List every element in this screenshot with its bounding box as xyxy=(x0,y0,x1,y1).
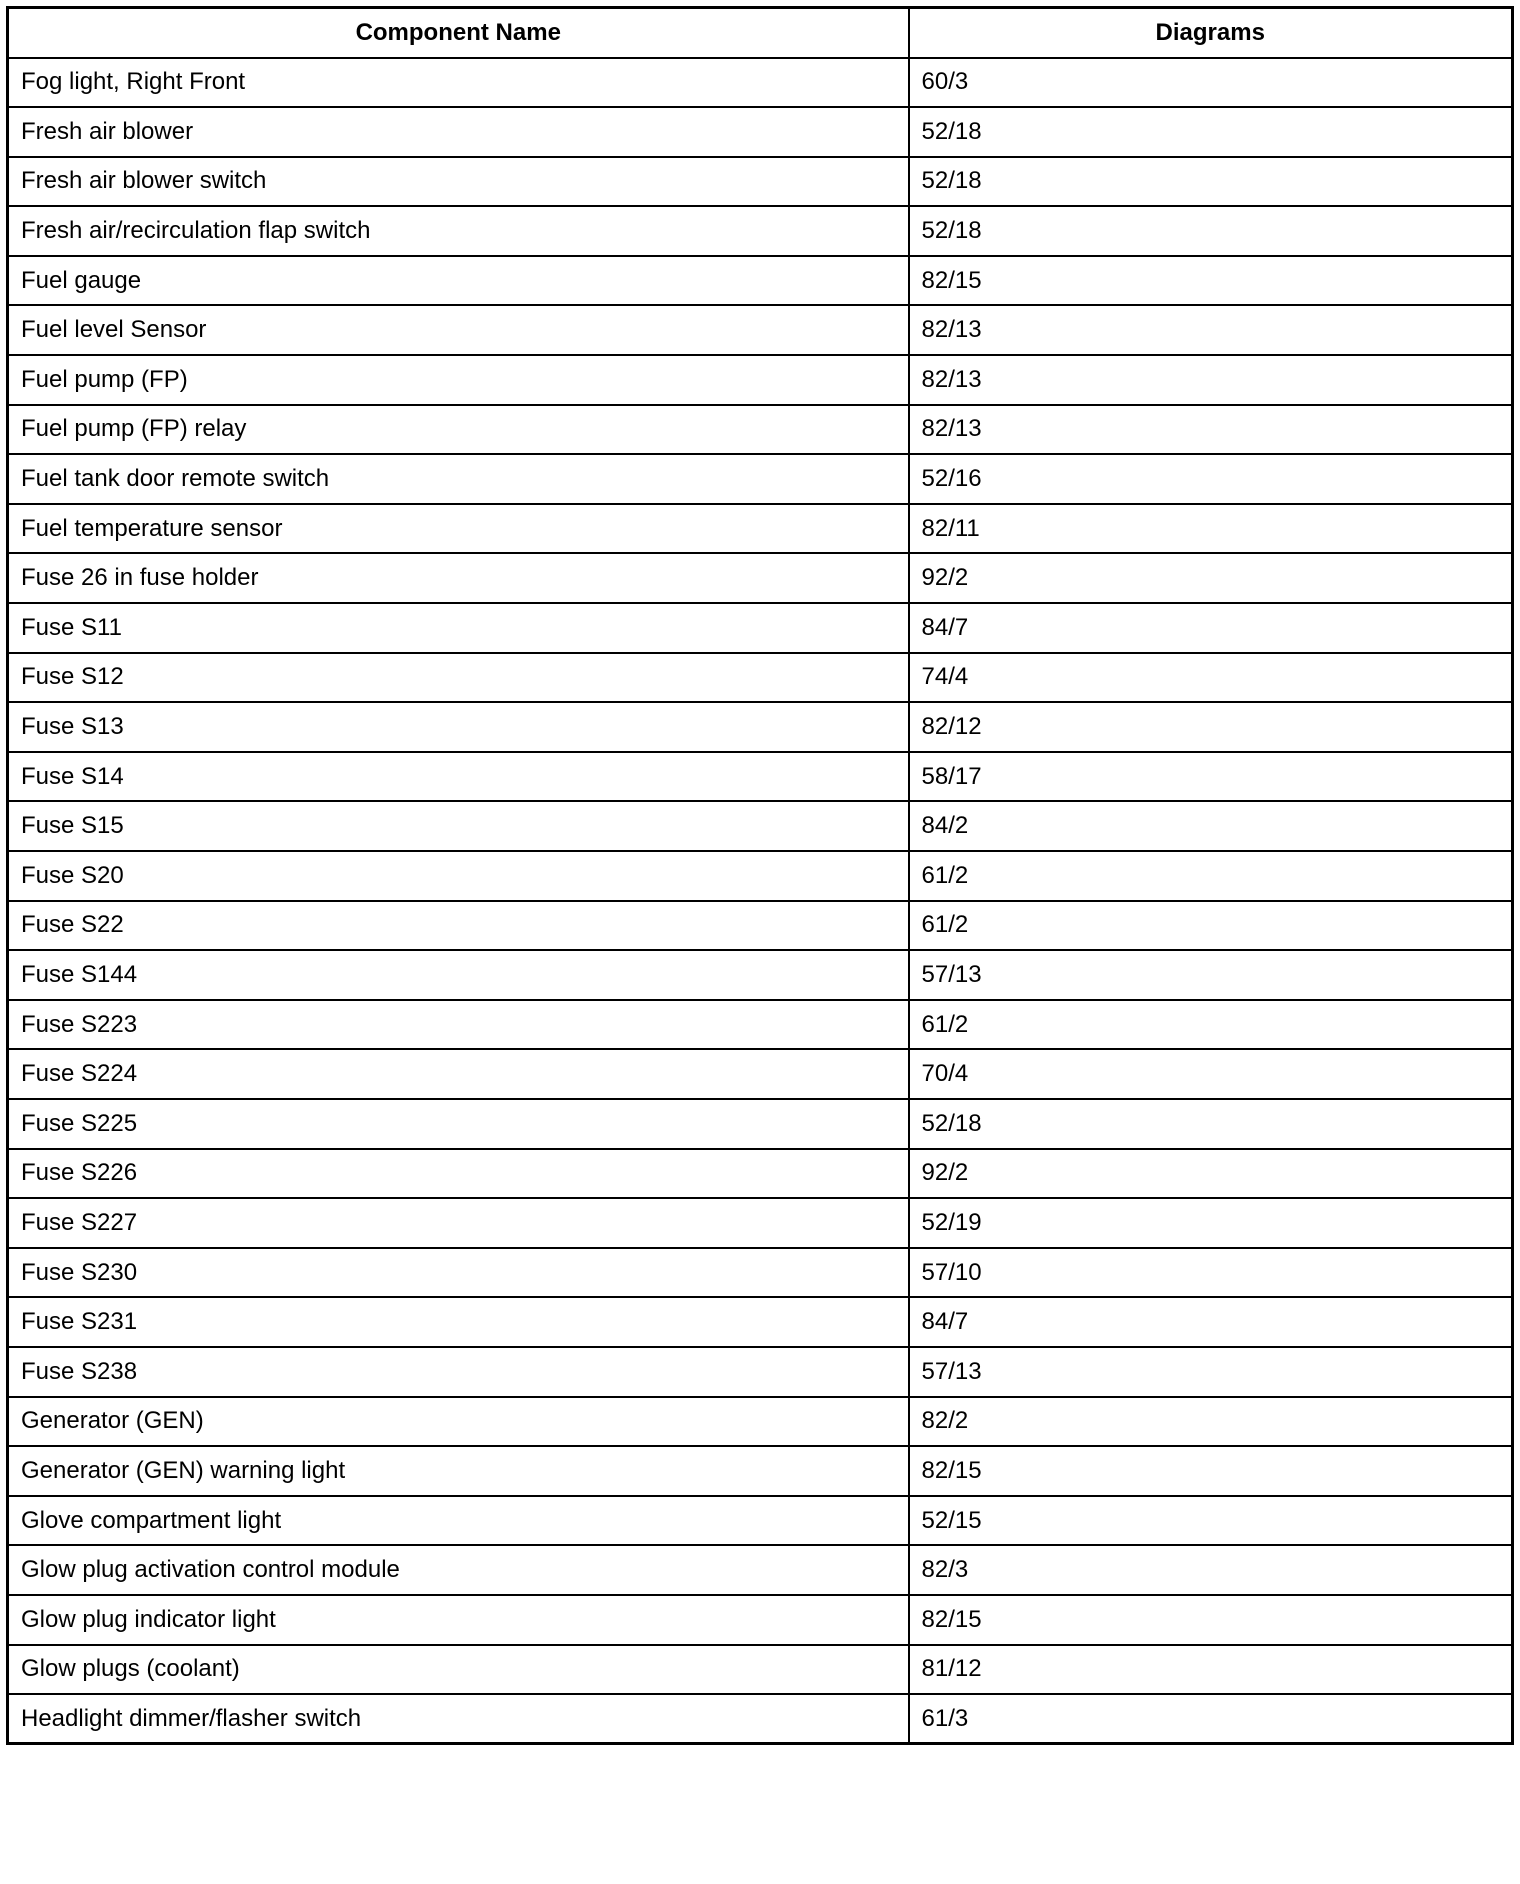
table-row xyxy=(8,1049,1513,1099)
table-header xyxy=(8,8,1513,58)
table-row xyxy=(8,256,1513,306)
diagram-ref-cell: 82/13 xyxy=(909,305,1513,355)
column-header-diagrams: Diagrams xyxy=(909,8,1513,58)
diagram-ref-cell: 52/18 xyxy=(909,1099,1513,1149)
diagram-ref-cell: 84/7 xyxy=(909,603,1513,653)
component-name-cell: Fuse S20 xyxy=(8,851,909,901)
table-row xyxy=(8,1198,1513,1248)
table-row xyxy=(8,305,1513,355)
diagram-ref-cell: 82/13 xyxy=(909,405,1513,455)
diagram-ref-cell: 82/11 xyxy=(909,504,1513,554)
component-name-cell: Fuse S12 xyxy=(8,653,909,703)
table-row xyxy=(8,454,1513,504)
diagram-ref-cell: 82/12 xyxy=(909,702,1513,752)
diagram-ref-cell: 92/2 xyxy=(909,1149,1513,1199)
table-row xyxy=(8,1397,1513,1447)
column-header-component-name: Component Name xyxy=(8,8,909,58)
diagram-ref-cell: 52/18 xyxy=(909,206,1513,256)
table-row xyxy=(8,603,1513,653)
component-name-cell: Fuse S227 xyxy=(8,1198,909,1248)
component-name-cell: Glow plugs (coolant) xyxy=(8,1645,909,1695)
component-name-cell: Fuse S231 xyxy=(8,1297,909,1347)
component-name-cell: Fuse S226 xyxy=(8,1149,909,1199)
diagram-ref-cell: 81/12 xyxy=(909,1645,1513,1695)
component-name-cell: Fresh air blower switch xyxy=(8,157,909,207)
component-name-cell: Fuel pump (FP) relay xyxy=(8,405,909,455)
diagram-ref-cell: 74/4 xyxy=(909,653,1513,703)
table-row xyxy=(8,1595,1513,1645)
table-body xyxy=(8,58,1513,1744)
component-name-cell: Fresh air/recirculation flap switch xyxy=(8,206,909,256)
component-name-cell: Fuse S225 xyxy=(8,1099,909,1149)
diagram-ref-cell: 70/4 xyxy=(909,1049,1513,1099)
component-diagram-table xyxy=(6,6,1514,1745)
table-row xyxy=(8,58,1513,108)
diagram-ref-cell: 84/2 xyxy=(909,801,1513,851)
component-name-cell: Fuel gauge xyxy=(8,256,909,306)
table-row xyxy=(8,1149,1513,1199)
component-name-cell: Fuse S238 xyxy=(8,1347,909,1397)
diagram-ref-cell: 60/3 xyxy=(909,58,1513,108)
diagram-ref-cell: 82/2 xyxy=(909,1397,1513,1447)
table-row xyxy=(8,1099,1513,1149)
table-row xyxy=(8,950,1513,1000)
diagram-ref-cell: 58/17 xyxy=(909,752,1513,802)
table-row xyxy=(8,801,1513,851)
table-row xyxy=(8,1347,1513,1397)
component-name-cell: Fuse S15 xyxy=(8,801,909,851)
component-name-cell: Glow plug indicator light xyxy=(8,1595,909,1645)
diagram-ref-cell: 92/2 xyxy=(909,553,1513,603)
diagram-ref-cell: 82/15 xyxy=(909,1595,1513,1645)
diagram-ref-cell: 52/16 xyxy=(909,454,1513,504)
component-name-cell: Fog light, Right Front xyxy=(8,58,909,108)
diagram-ref-cell: 82/15 xyxy=(909,1446,1513,1496)
table-row xyxy=(8,752,1513,802)
diagram-ref-cell: 52/18 xyxy=(909,107,1513,157)
component-name-cell: Fuse S14 xyxy=(8,752,909,802)
component-name-cell: Fuel tank door remote switch xyxy=(8,454,909,504)
table-row xyxy=(8,1545,1513,1595)
component-name-cell: Fuse S223 xyxy=(8,1000,909,1050)
diagram-ref-cell: 57/13 xyxy=(909,1347,1513,1397)
diagram-ref-cell: 57/10 xyxy=(909,1248,1513,1298)
diagram-ref-cell: 52/15 xyxy=(909,1496,1513,1546)
component-name-cell: Glove compartment light xyxy=(8,1496,909,1546)
diagram-ref-cell: 61/2 xyxy=(909,901,1513,951)
table-row xyxy=(8,702,1513,752)
table-row xyxy=(8,1297,1513,1347)
diagram-ref-cell: 52/18 xyxy=(909,157,1513,207)
component-name-cell: Glow plug activation control module xyxy=(8,1545,909,1595)
diagram-ref-cell: 82/15 xyxy=(909,256,1513,306)
table-row xyxy=(8,1694,1513,1744)
table-row xyxy=(8,851,1513,901)
component-name-cell: Generator (GEN) warning light xyxy=(8,1446,909,1496)
diagram-ref-cell: 84/7 xyxy=(909,1297,1513,1347)
table-row xyxy=(8,553,1513,603)
table-row xyxy=(8,1000,1513,1050)
table-row xyxy=(8,504,1513,554)
table-row xyxy=(8,1248,1513,1298)
table-row xyxy=(8,206,1513,256)
component-name-cell: Generator (GEN) xyxy=(8,1397,909,1447)
component-name-cell: Headlight dimmer/flasher switch xyxy=(8,1694,909,1744)
component-name-cell: Fuse S224 xyxy=(8,1049,909,1099)
table-row xyxy=(8,901,1513,951)
table-row xyxy=(8,355,1513,405)
diagram-ref-cell: 61/3 xyxy=(909,1694,1513,1744)
diagram-ref-cell: 61/2 xyxy=(909,1000,1513,1050)
table-row xyxy=(8,405,1513,455)
component-name-cell: Fuel pump (FP) xyxy=(8,355,909,405)
diagram-ref-cell: 52/19 xyxy=(909,1198,1513,1248)
component-name-cell: Fuel temperature sensor xyxy=(8,504,909,554)
component-name-cell: Fuel level Sensor xyxy=(8,305,909,355)
diagram-ref-cell: 61/2 xyxy=(909,851,1513,901)
component-name-cell: Fuse S13 xyxy=(8,702,909,752)
diagram-ref-cell: 82/3 xyxy=(909,1545,1513,1595)
table-row xyxy=(8,107,1513,157)
component-name-cell: Fuse S144 xyxy=(8,950,909,1000)
component-name-cell: Fuse 26 in fuse holder xyxy=(8,553,909,603)
table-row xyxy=(8,653,1513,703)
component-name-cell: Fuse S230 xyxy=(8,1248,909,1298)
table-row xyxy=(8,1496,1513,1546)
diagram-ref-cell: 57/13 xyxy=(909,950,1513,1000)
header-row xyxy=(8,8,1513,58)
table-row xyxy=(8,157,1513,207)
component-name-cell: Fresh air blower xyxy=(8,107,909,157)
component-name-cell: Fuse S11 xyxy=(8,603,909,653)
component-name-cell: Fuse S22 xyxy=(8,901,909,951)
table-row xyxy=(8,1645,1513,1695)
table-row xyxy=(8,1446,1513,1496)
diagram-ref-cell: 82/13 xyxy=(909,355,1513,405)
